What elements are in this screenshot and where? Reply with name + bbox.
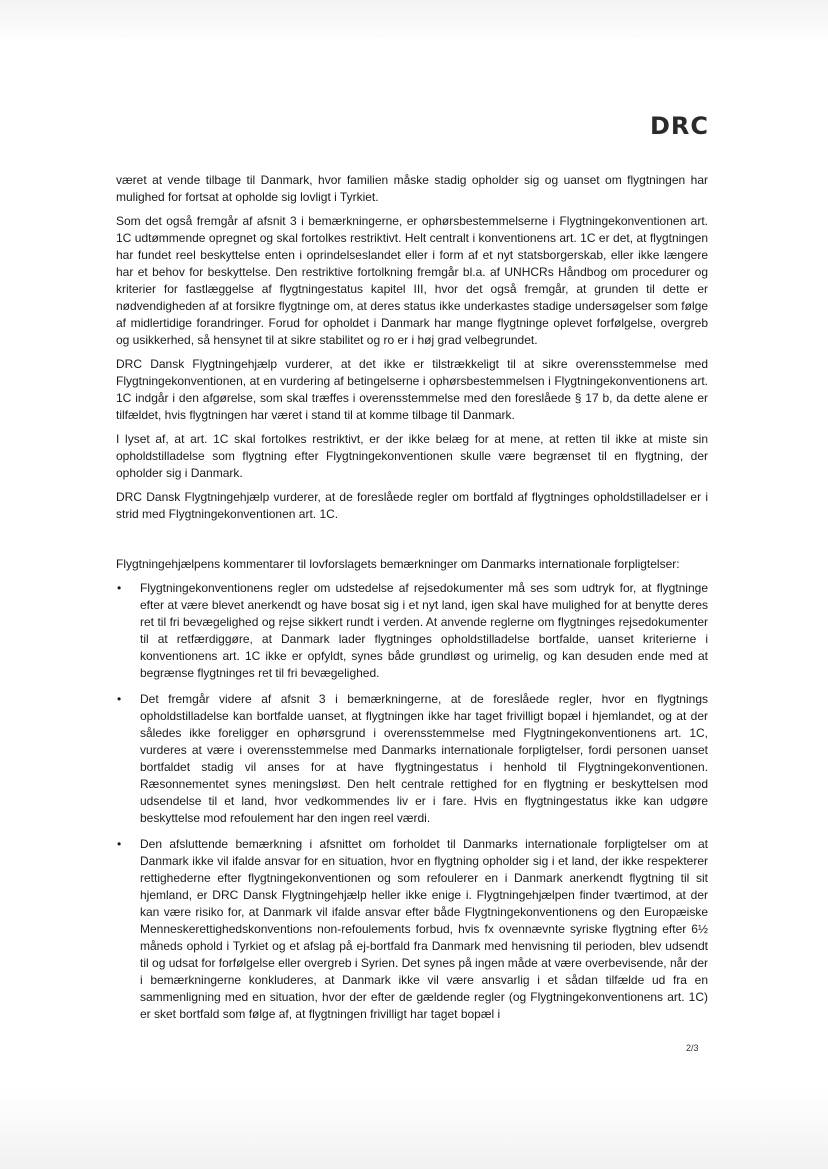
bullet-item-1 — [116, 580, 708, 682]
bullet-text: Det fremgår videre af afsnit 3 i bemærkningerne, at de foreslåede regler, hvor en flygtnings opholdstilladelse kan bortfalde uanset, at flygtningen ikke har taget frivilligt bopæl i hjemlandet, og at der således ikke foreligger en ophørsgrund i overensstemmelse med Flygtningekonventionens art. 1C, vurderes at være i overensstemmelse med Danmarks internationale forpligtelser, fordi personen uanset bortfaldet stadig vil anses for at have flygtningestatus i henhold til Flygtningekonventionen. Ræsonnementet synes meningsløst. Den helt centrale rettighed for en flygtning er beskyttelsen mod udsendelse til et land, hvor vedkommendes liv er i fare. Hvis en flygtningestatus ikke kan udgøre beskyttelse mod refoulement har den ingen reel værdi. — [140, 692, 708, 825]
paragraph-2: Som det også fremgår af afsnit 3 i bemærkningerne, er ophørsbestemmelserne i Flygtningekonventionen art. 1C udtømmende opregnet og skal fortolkes restriktivt. Helt centralt i konventionens art. 1C er det, at flygtningen har fundet reel beskyttelse enten i oprindelseslandet eller i form af et nyt statsborgerskab, eller ikke længere har et behov for beskyttelse. Den restriktive fortolkning fremgår bl.a. af UNHCRs Håndbog om procedurer og kriterier for fastlæggelse af flygtningestatus kapitel III, hvor det også fremgår, at grunden til dette er nødvendigheden af at forsikre flygtninge om, at deres status ikke underkastes stadige undersøgelser som følge af midlertidige forandringer. Forud for opholdet i Danmark har mange flygtninge oplevet forfølgelse, overgreb og usikkerhed, så hensynet til at sikre stabilitet og ro er i høj grad velbegrundet. — [116, 214, 708, 347]
bullet-text: Flygtningekonventionens regler om udstedelse af rejsedokumenter må ses som udtryk for, at flygtninge efter at være blevet anerkendt og have bosat sig i et nyt land, igen skal have mulighed for at benytte deres ret til fri bevægelighed og rejse sikkert rundt i verden. At anvende reglerne om flygtninges rejsedokumenter til at retfærdiggøre, at Danmark lader flygtninges opholdstilladelse bortfalde, uanset kriterierne i konventionens art. 1C ikke er opfyldt, synes både grundløst og urimelig, og kan desuden ende med at begrænse flygtninges ret til fri bevægelighed. — [140, 581, 708, 680]
paragraph-5: DRC Dansk Flygtningehjælp vurderer, at de foreslåede regler om bortfald af flygtninges opholdstilladelser er i strid med Flygtningekonventionen art. 1C. — [116, 490, 708, 521]
page-number: 2/3 — [686, 1043, 699, 1053]
paragraph-4: I lyset af, at art. 1C skal fortolkes restriktivt, er der ikke belæg for at mene, at retten til ikke at miste sin opholdstilladelse som flygtning efter Flygtningekonventionen skulle være begrænset til en flygtning, der opholder sig i Danmark. — [116, 432, 708, 480]
scan-top-shadow — [0, 0, 828, 38]
paragraph-1: været at vende tilbage til Danmark, hvor familien måske stadig opholder sig og uanset om flygtningen har mulighed for fortsat at opholde sig lovligt i Tyrkiet. — [116, 173, 708, 204]
bullet-item-3 — [116, 836, 708, 1023]
bullet-icon: • — [117, 581, 122, 595]
drc-logo: DRC — [650, 112, 710, 140]
bullet-icon: • — [117, 692, 122, 706]
paragraph-3: DRC Dansk Flygtningehjælp vurderer, at det ikke er tilstrækkeligt til at sikre overensstemmelse med Flygtningekonventionen, at en vurdering af betingelserne i ophørsbestemmelsen i Flygtningekonventionens art. 1C indgår i den afgørelse, som skal træffes i overensstemmelse med den foreslåede § 17 b, da dette alene er tilfældet, hvis flygtningen har været i stand til at komme tilbage til Danmark. — [116, 357, 708, 422]
bullet-text: Den afsluttende bemærkning i afsnittet om forholdet til Danmarks internationale forpligtelser om at Danmark ikke vil ifalde ansvar for en situation, hvor en flygtning opholder sig i et land, der ikke respekterer rettighederne efter flygtningekonventionen og som refoulerer en i Danmark anerkendt flygtning til sit hjemland, er DRC Dansk Flygtningehjælp heller ikke enige i. Flygtningehjælpen finder tværtimod, at der kan være risiko for, at Danmark vil ifalde ansvar efter både Flygtningekonventionens og den Europæiske Menneskerettighedskonventions non-refoulements forbud, hvis fx ovennævnte syriske flygtning efter 6½ måneds ophold i Tyrkiet og et afslag på ej-bortfald fra Danmark med henvisning til perioden, blev udsendt til og udsat for forfølgelse eller overgreb i Syrien. Det synes på ingen måde at være overbevisende, når der i bemærkningerne konkluderes, at Danmark ikke vil være ansvarlig i et sådan tilfælde ud fra en sammenligning med en situation, hvor der efter de gældende regler (og Flygtningekonventionens art. 1C) er sket bortfald som følge af, at flygtningen frivilligt har taget bopæl i — [140, 837, 708, 1021]
section-heading: Flygtningehjælpens kommentarer til lovforslagets bemærkninger om Danmarks internationale forpligtelser: — [116, 557, 680, 571]
bullet-list — [116, 580, 708, 1023]
section-spacer — [116, 530, 708, 556]
scan-bottom-shadow — [0, 1089, 828, 1169]
bullet-item-2 — [116, 691, 708, 827]
document-body — [116, 172, 708, 1032]
bullet-icon: • — [117, 837, 122, 851]
